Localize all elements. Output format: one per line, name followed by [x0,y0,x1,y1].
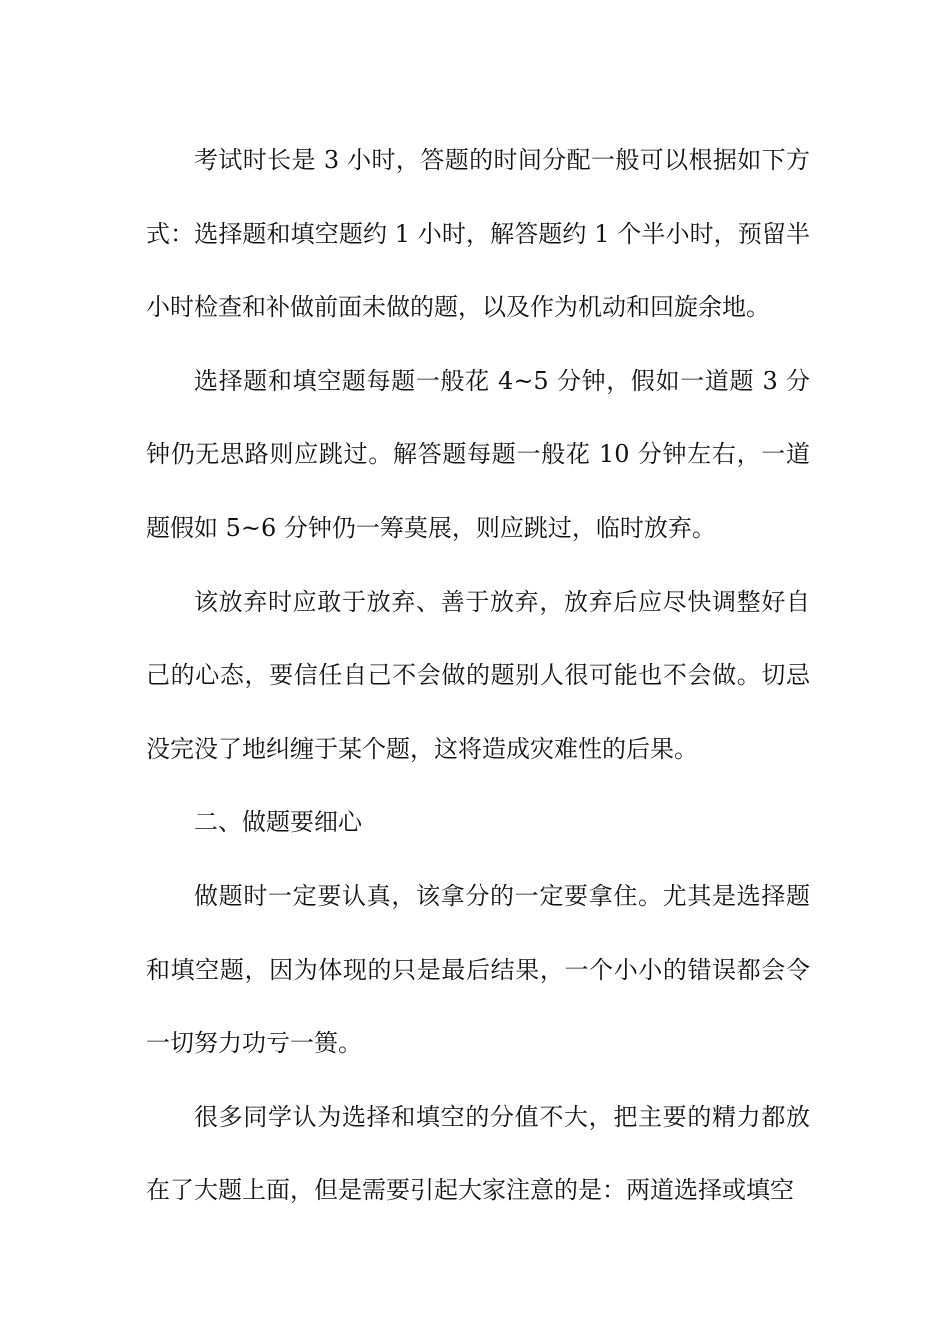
document-body [146,124,810,1228]
paragraph-choice-and-blank-value: 很多同学认为选择和填空的分值不大，把主要的精力都放在了大题上面，但是需要引起大家注意的是：两道选择或填空 [146,1102,810,1205]
paragraph-dare-to-give-up: 该放弃时应敢于放弃、善于放弃，放弃后应尽快调整好自己的心态，要信任自己不会做的题别人很可能也不会做。切忌没完没了地纠缠于某个题，这将造成灾难性的后果。 [146,587,810,763]
paragraph-per-question-time: 选择题和填空题每题一般花 4~5 分钟，假如一道题 3 分钟仍无思路则应跳过。解答题每题一般花 10 分钟左右，一道题假如 5~6 分钟仍一筹莫展，则应跳过，临时放弃。 [146,366,810,542]
paragraph-be-serious: 做题时一定要认真，该拿分的一定要拿住。尤其是选择题和填空题，因为体现的只是最后结果，一个小小的错误都会令一切努力功亏一篑。 [146,881,810,1058]
section-heading-be-careful: 二、做题要细心 [194,808,362,837]
paragraph-time-allocation: 考试时长是 3 小时，答题的时间分配一般可以根据如下方式：选择题和填空题约 1 小时，解答题约 1 个半小时，预留半小时检查和补做前面未做的题，以及作为机动和回旋余地。 [146,146,810,322]
